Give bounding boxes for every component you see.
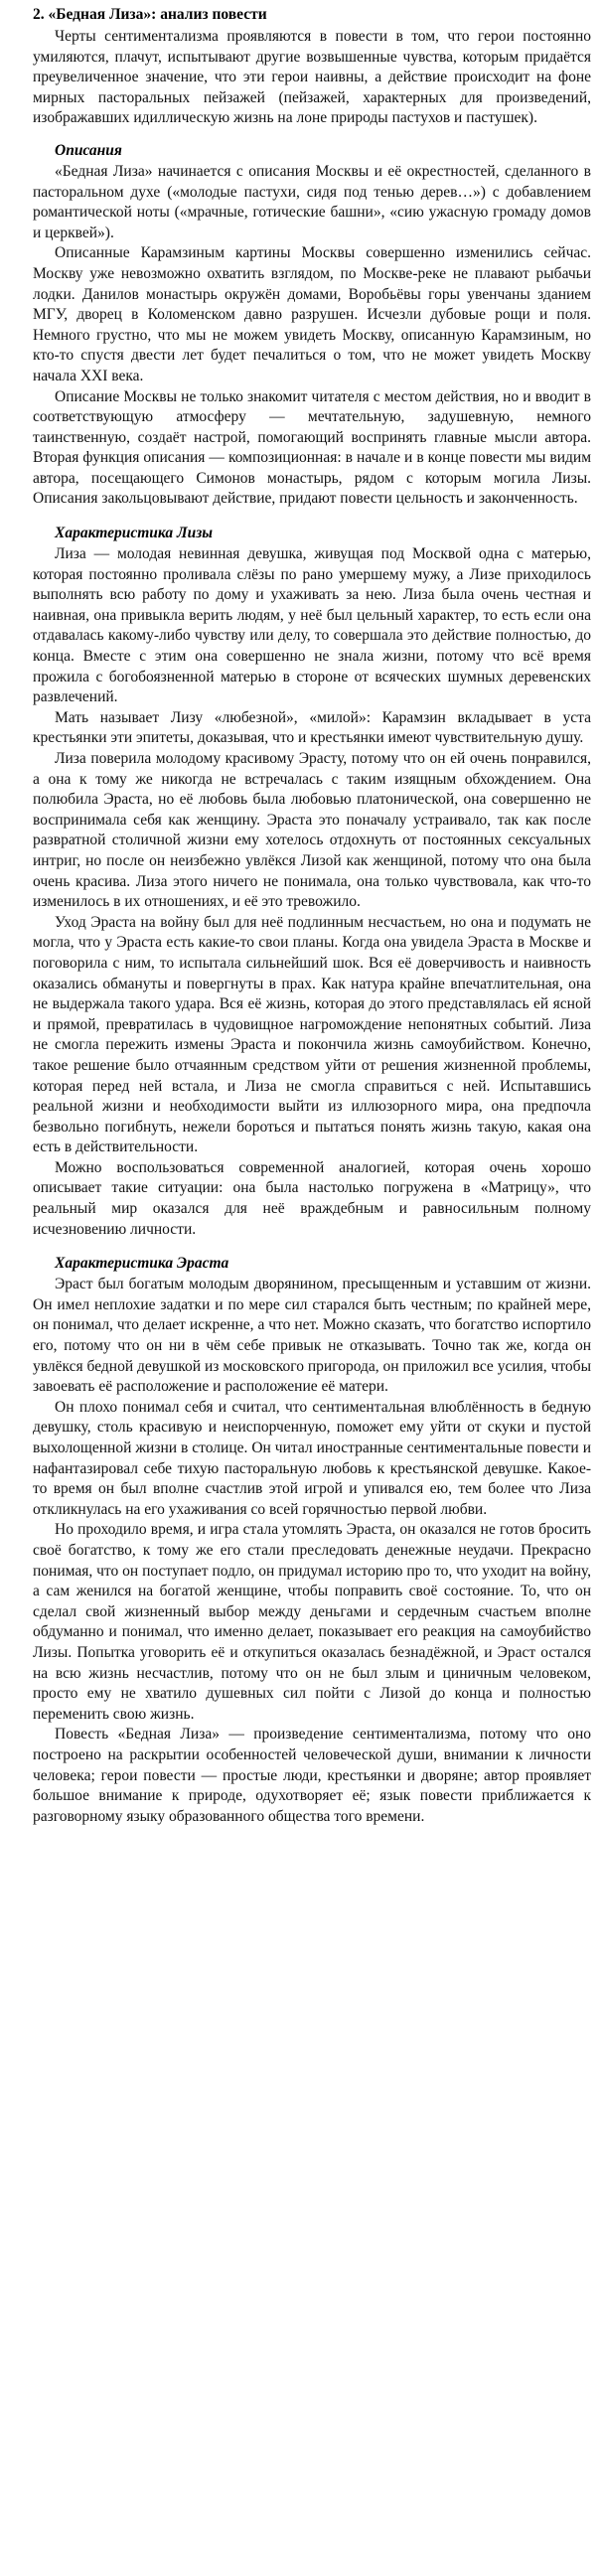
- paragraph: «Бедная Лиза» начинается с описания Москвы и её окрестностей, сделанного в пасторальном духе («молодые пастухи, сидя под тенью дерев…») с добавлением романтической ноты («мрачные, готические башни», «сию ужасную громаду домов и церквей»).: [33, 162, 591, 241]
- paragraph: Можно воспользоваться современной аналогией, которая очень хорошо описывает такие ситуации: она была настолько погружена в «Матрицу», что реальный мир оказался для неё враждебным и равносильным полному исчезновению личности.: [33, 1158, 591, 1238]
- intro-paragraph: Черты сентиментализма проявляются в повести в том, что герои постоянно умиляются, плачут, испытывают другие возвышенные чувства, которым придаётся преувеличенное значение, что эти герои наивны, а действие происходит на фоне мирных пасторальных пейзажей (пейзажей, характерных для произведений, изображавших идиллическую жизнь на лоне природы пастухов и пастушек).: [33, 28, 591, 127]
- paragraph: Он плохо понимал себя и считал, что сентиментальная влюблённость в бедную девушку, столь красивую и неиспорченную, поможет ему уйти от скуки и пустой выхолощенной жизни в столице. Он читал иностранные сентиментальные повести и нафантазировал себе тихую пасторальную любовь к крестьянской девушке. Какое-то время он был вполне счастлив этой игрой и упивался ею, тем более что Лиза откликнулась на его ухаживания со всей горячностью первой любви.: [33, 1398, 591, 1518]
- paragraph: Эраст был богатым молодым дворянином, пресыщенным и уставшим от жизни. Он имел неплохие задатки и по мере сил старался быть честным; по крайней мере, он понимал, что делает искренне, а что нет. Можно сказать, что богатство испортило его, потому что он ни в чём себе привык не отказывать. Точно так же, когда он увлёкся бедной девушкой из московского пригорода, он приложил все усилия, чтобы завоевать её расположение и расположение её матери.: [33, 1276, 591, 1396]
- section-heading: Характеристика Эраста: [55, 1255, 229, 1273]
- section-liza: [33, 524, 591, 1240]
- paragraph: Мать называет Лизу «любезной», «милой»: Карамзин вкладывает в уста крестьянки эти эпитеты, доказывая, что и крестьянки имеют чувствительную душу.: [33, 708, 591, 747]
- section-heading: Характеристика Лизы: [55, 525, 214, 542]
- section-descriptions: [33, 141, 591, 510]
- paragraph: Повесть «Бедная Лиза» — произведение сентиментализма, потому что оно построено на раскрытии особенностей человеческой души, внимании к личности человека; герои повести — простые люди, крестьянки и дворяне; автор проявляет большое внимание к природе, одухотворяет её; язык повести приближается к разговорному языку образованного общества того времени.: [33, 1726, 591, 1825]
- section-erast: [33, 1254, 591, 1827]
- page-title: 2. «Бедная Лиза»: анализ повести: [33, 6, 267, 23]
- paragraph: Но проходило время, и игра стала утомлять Эраста, он оказался не готов бросить своё богатство, к тому же его стали преследовать денежные неудачи. Прекрасно понимая, что он поступает подло, он придумал историю про то, что уходит на войну, а сам женился на богатой женщине, чтобы поправить своё состояние. То, что он сделал свой жизненный выбор между деньгами и сердечным счастьем вполне обдуманно и понимал, что именно делает, показывает его реакция на самоубийство Лизы. Попытка уговорить её и откупиться оказалась безнадёжной, и Эраст остался на всю жизнь несчастлив, потому что он не был злым и циничным человеком, просто ему не хватило душевных сил пойти с Лизой до конца и полностью переменить свою жизнь.: [33, 1521, 591, 1723]
- paragraph: Описание Москвы не только знакомит читателя с местом действия, но и вводит в соответствующую атмосферу — мечтательную, задушевную, немного таинственную, создаёт настрой, помогающий воспринять главные мысли автора. Вторая функция описания — композиционная: в начале и в конце повести мы видим автора, посещающего Симонов монастырь, рядом с которым могила Лизы. Описания закольцовывают действие, придают повести цельность и законченность.: [33, 387, 591, 508]
- section-heading: Описания: [55, 141, 122, 159]
- paragraph: Уход Эраста на войну был для неё подлинным несчастьем, но она и подумать не могла, что у Эраста есть какие-то свои планы. Когда она увидела Эраста в Москве и поговорила с ним, то испытала сильнейший шок. Вся её доверчивость и наивность оказались обмануты и повергнуты в прах. Как натура крайне впечатлительная, она не выдержала такого удара. Вся её жизнь, которая до этого представлялась ей ясной и прямой, превратилась в чудовищное нагромождение непонятных событий. Лиза не смогла пережить измены Эраста и покончила жизнь самоубийством. Конечно, такое решение было отчаянным средством уйти от решения жизненной проблемы, которая перед ней встала, и Лиза не смогла справиться с ней. Испытавшись реальной жизни и необходимости выйти из иллюзорного мира, она предпочла безвольно погибнуть, нежели бороться и пытаться понять жизнь такую, какая она есть в действительности.: [33, 913, 591, 1156]
- paragraph: Описанные Карамзиным картины Москвы совершенно изменились сейчас. Москву уже невозможно охватить взглядом, по Москве-реке не плавают рыбачьи лодки. Данилов монастырь окружён домами, Воробьёвы горы увенчаны зданием МГУ, дворец в Коломенском давно разрушен. Исчезли дубовые рощи и поля. Немного грустно, что мы не можем увидеть Москву, описанную Карамзиным, но кто-то спустя двести лет будет печалиться о том, что не может увидеть Москву начала XXI века.: [33, 244, 591, 384]
- paragraph: Лиза поверила молодому красивому Эрасту, потому что он ей очень понравился, а она к тому же никогда не встречалась с таким изящным обхождением. Она полюбила Эраста, но её любовь была любовью платонической, она совершенно не воспринимала себя как женщину. Эраста это поначалу устраивало, так как после развратной столичной жизни ему хотелось отдохнуть от постоянных сексуальных интриг, но после он неизбежно увлёкся Лизой как женщиной, потому что она была очень красива. Лиза этого ничего не понимала, она только чувствовала, как что-то изменилось в их отношениях, и её это тревожило.: [33, 750, 591, 911]
- paragraph: Лиза — молодая невинная девушка, живущая под Москвой одна с матерью, которая постоянно проливала слёзы по рано умершему мужу, а Лизе приходилось выполнять всю работу по дому и ухаживать за нею. Лиза была очень честная и наивная, она привыкла верить людям, у неё был цельный характер, то есть если она отдавалась какому-либо чувству или делу, то совершала это действие полностью, до конца. Вместе с этим она совершенно не знала жизни, потому что всё время прожила с богобоязненной матерью в стороне от всяческих шумных деревенских развлечений.: [33, 545, 591, 706]
